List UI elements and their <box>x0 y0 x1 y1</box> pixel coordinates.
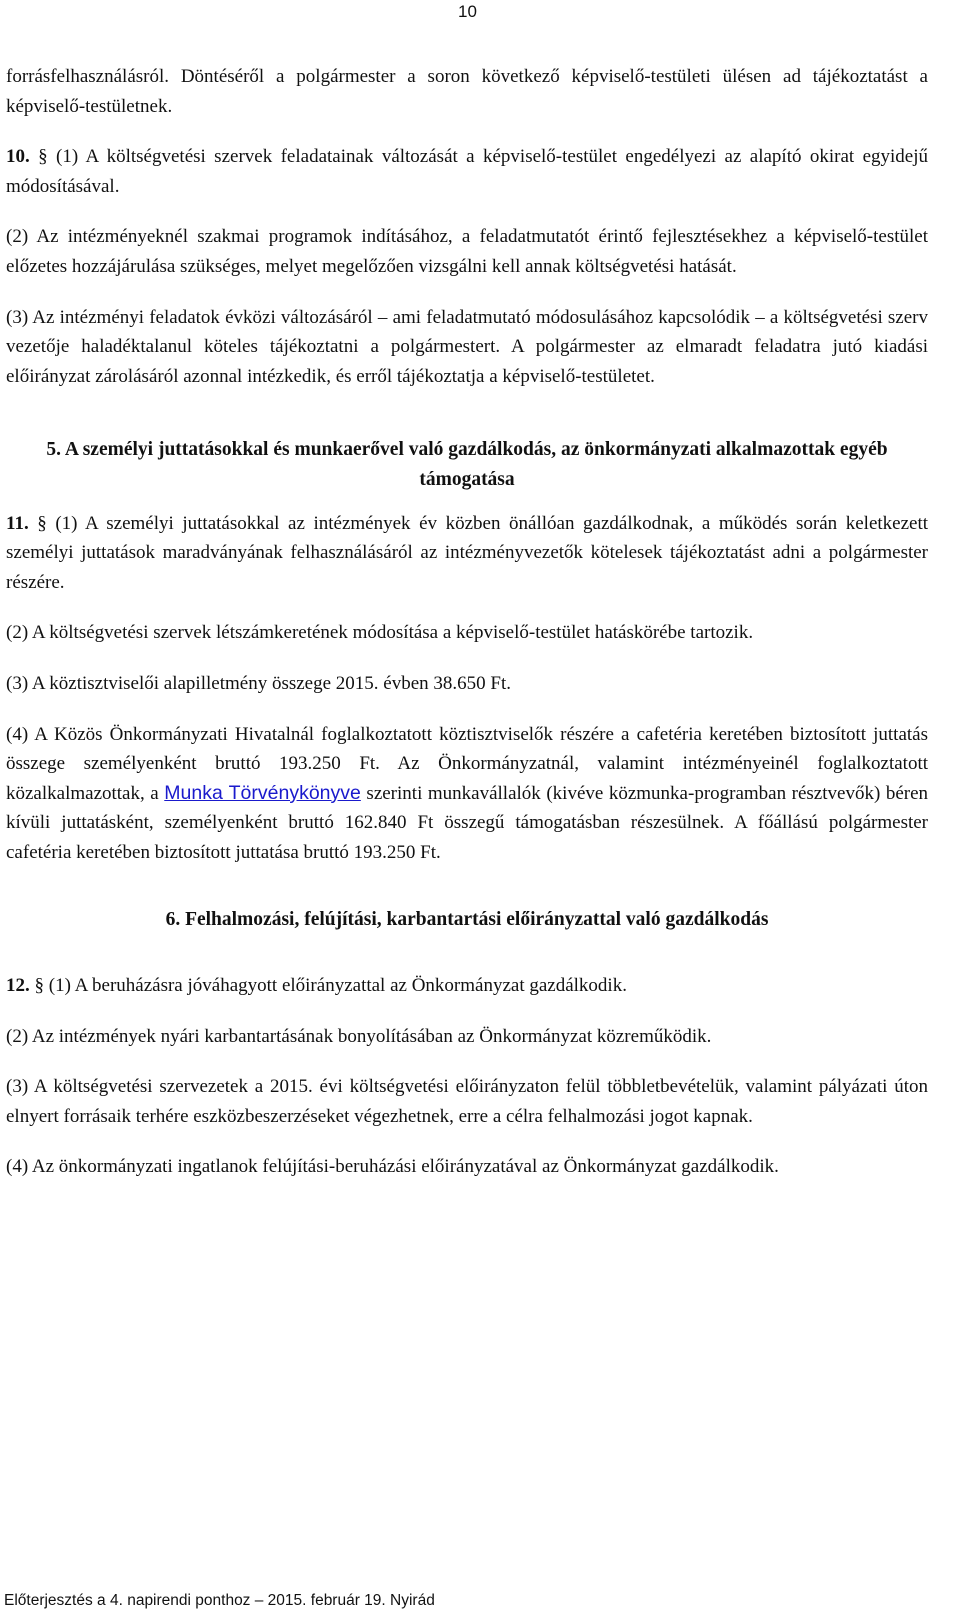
paragraph-text: (4) A Közös Önkormányzati Hivatalnál foglalkoztatott köztisztviselők részére a cafetéria keretében biztosított juttatás összege személyenként bruttó 193.250 Ft. Az Önkormányzatnál, valamint intézményeinél foglalkoztatott közalkalmazottak, a <box>6 723 928 804</box>
section-number: 12. <box>6 975 30 997</box>
section-sign: § <box>37 512 47 534</box>
page-number: 10 <box>458 2 477 21</box>
section-11-paragraph-3: (3) A köztisztviselői alapilletmény összege 2015. évben 38.650 Ft. <box>6 672 511 694</box>
section-10-paragraph-1 <box>6 142 928 201</box>
section-11-paragraph-1 <box>6 509 928 598</box>
section-12-paragraph-3: (3) A költségvetési szervezetek a 2015. évi költségvetési előirányzaton felül többletbevételük, valamint pályázati úton elnyert forrásaik terhére eszközbeszerzéseket végezhetnek, erre a célra felhalmozási jogot kapnak. <box>6 1076 928 1127</box>
section-12-paragraph-4: (4) Az önkormányzati ingatlanok felújítási-beruházási előirányzatával az Önkormányzat gazdálkodik. <box>6 1156 779 1178</box>
section-12-paragraph-2: (2) Az intézmények nyári karbantartásának bonyolításában az Önkormányzat közreműködik. <box>6 1025 712 1047</box>
section-11-paragraph-4 <box>6 720 928 868</box>
chapter-heading-5: 5. A személyi juttatásokkal és munkaerővel való gazdálkodás, az önkormányzati alkalmazottak egyéb támogatása <box>46 439 888 490</box>
paragraph-text: szerinti munkavállalók (kivéve közmunka-programban résztvevők) béren kívüli juttatásként, személyenként bruttó 162.840 Ft összegű támogatásban részesülnek. A főállású polgármester cafetéria keretében biztosított juttatása bruttó 193.250 Ft. <box>6 782 929 863</box>
paragraph-text: (1) A költségvetési szervek feladatainak változását a képviselő-testület engedélyezi az alapító okirat egyidejű módosításával. <box>6 146 928 197</box>
page-footer: Előterjesztés a 4. napirendi ponthoz – 2015. február 19. Nyirád <box>4 1592 435 1609</box>
section-sign: § <box>34 975 44 997</box>
section-12-paragraph-1 <box>6 971 928 1001</box>
section-number: 10. <box>6 146 30 168</box>
section-sign: § <box>38 146 48 168</box>
paragraph-continuation: forrásfelhasználásról. Döntéséről a polgármester a soron következő képviselő-testületi ülésen ad tájékoztatást a képviselő-testületnek. <box>6 66 928 117</box>
section-11-paragraph-2: (2) A költségvetési szervek létszámkeretének módosítása a képviselő-testület hatáskörébe tartozik. <box>6 622 754 644</box>
paragraph-text: (1) A személyi juttatásokkal az intézmények év közben önállóan gazdálkodnak, a működés során keletkezett személyi juttatások maradványának felhasználásáról az intézményvezetők kötelesek tájékoztatást adni a polgármester részére. <box>6 512 929 593</box>
document-body <box>6 62 928 1203</box>
section-10-paragraph-2: (2) Az intézményeknél szakmai programok indításához, a feladatmutatót érintő fejlesztésekhez a képviselő-testület előzetes hozzájárulása szükséges, melyet megelőzően vizsgálni kell annak költségvetési hatását. <box>6 226 928 277</box>
paragraph-text: (1) A beruházásra jóváhagyott előirányzattal az Önkormányzat gazdálkodik. <box>48 975 627 997</box>
section-10-paragraph-3: (3) Az intézményi feladatok évközi változásáról – ami feladatmutató módosulásához kapcsolódik – a költségvetési szerv vezetője haladéktalanul köteles tájékoztatni a polgármestert. A polgármester az elmaradt feladatra jutó kiadási előirányzat zárolásáról azonnal intézkedik, és erről tájékoztatja a képviselő-testületet. <box>6 306 928 387</box>
munka-torvenykonyve-link[interactable]: Munka Törvénykönyve <box>164 781 361 804</box>
chapter-heading-6: 6. Felhalmozási, felújítási, karbantartási előirányzattal való gazdálkodás <box>165 909 769 931</box>
section-number: 11. <box>6 512 29 534</box>
